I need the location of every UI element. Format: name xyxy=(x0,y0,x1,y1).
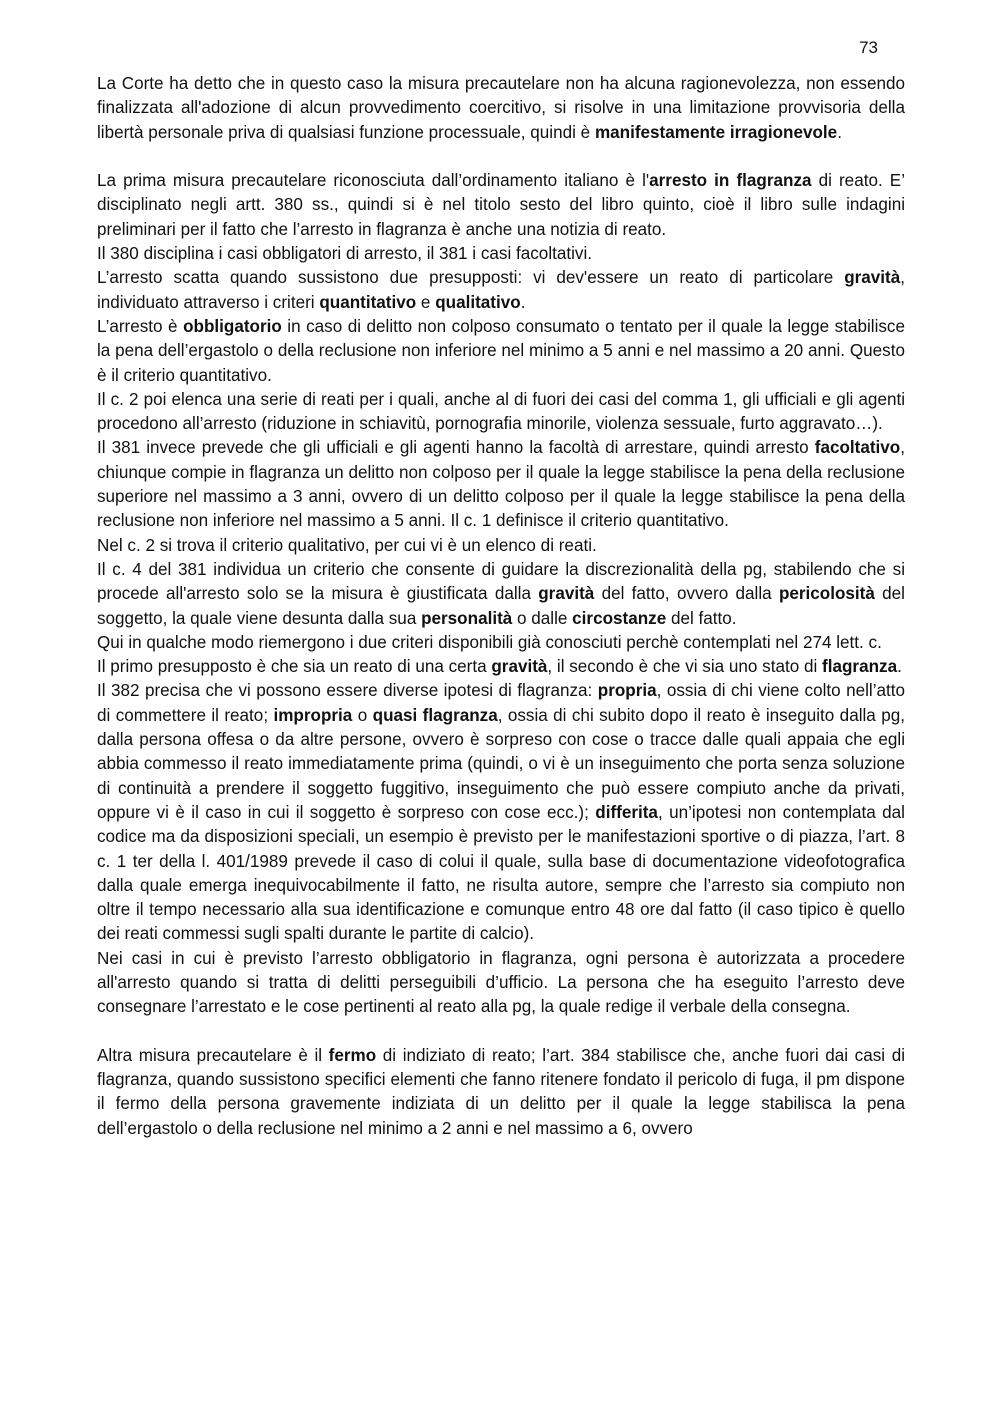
paragraph xyxy=(97,679,905,946)
text-run: Il 380 disciplina i casi obbligatori di arresto, il 381 i casi facoltativi. xyxy=(97,244,593,264)
bold-term: flagranza xyxy=(822,657,898,677)
text-run: del fatto, ovvero dalla xyxy=(594,584,779,604)
paragraph xyxy=(97,947,905,1020)
text-run: . xyxy=(837,122,842,142)
text-run: di indiziato di reato; l’art. 384 stabilisce che, anche fuori dai casi di flagranza, quando sussistono specifici elementi che fanno ritenere fondato il pericolo di fuga, il pm dispone il fermo della persona gravemente indiziata di un delitto per il quale la legge stabilisca la pena dell’ergastolo o della reclusione nel minimo a 2 anni e nel massimo a 6, ovvero xyxy=(97,1045,905,1138)
paragraph xyxy=(97,242,905,266)
bold-term: quasi flagranza xyxy=(372,705,498,725)
paragraph xyxy=(97,655,905,679)
bold-term: propria xyxy=(597,681,657,701)
text-run: Nel c. 2 si trova il criterio qualitativo, per cui vi è un elenco di reati. xyxy=(97,535,597,555)
text-run: , il secondo è che vi sia uno stato di xyxy=(547,657,823,677)
bold-term: manifestamente irragionevole xyxy=(594,122,838,142)
bold-term: arresto in flagranza xyxy=(649,171,812,191)
bold-term: personalità xyxy=(421,608,513,628)
paragraph xyxy=(97,534,905,558)
bold-term: qualitativo xyxy=(435,292,521,312)
bold-term: gravità xyxy=(844,268,901,288)
bold-term: quantitativo xyxy=(319,292,417,312)
text-run: Qui in qualche modo riemergono i due criteri disponibili già conosciuti perchè contemplati nel 274 lett. c. xyxy=(97,632,882,652)
text-run: Il 382 precisa che vi possono essere diverse ipotesi di flagranza: xyxy=(97,681,598,701)
bold-term: differita xyxy=(595,802,658,822)
text-run: Il primo presupposto è che sia un reato di una certa xyxy=(97,657,492,677)
text-run: o dalle xyxy=(512,608,573,628)
bold-term: impropria xyxy=(273,705,353,725)
text-run: La Corte ha detto che in questo caso la misura precautelare non ha alcuna ragionevolezza, non essendo finalizzata all'adozione di alcun provvedimento coercitivo, si risolve in una limitazione provvisoria della libertà personale priva di qualsiasi funzione processuale, quindi è xyxy=(97,74,905,142)
text-run: , un’ipotesi non contemplata dal codice ma da disposizioni speciali, un esempio è previsto per le manifestazioni sportive o di piazza, l’art. 8 c. 1 ter della l. 401/1989 prevede il caso di colui il quale, sulla base di documentazione videofotografica dalla quale emerga inequivocabilmente il fatto, ne risulta autore, sempre che l’arresto sia compiuto non oltre il tempo necessario alla sua identificazione e comunque entro 48 ore dal fatto (il caso tipico è quello dei reati commessi sugli spalti durante le partite di calcio). xyxy=(97,802,905,944)
text-run: Il c. 4 del 381 individua un criterio che consente di guidare la discrezionalità della pg, stabilendo che si procede all'arresto solo se la misura è giustificata dalla xyxy=(97,559,905,604)
bold-term: gravità xyxy=(491,657,548,677)
paragraph xyxy=(97,72,905,145)
text-run: , ossia di chi viene colto nell’atto di commettere il reato; xyxy=(97,681,906,725)
text-run: Il 381 invece prevede che gli ufficiali e gli agenti hanno la facoltà di arrestare, quindi arresto xyxy=(97,438,815,458)
text-run: del soggetto, la quale viene desunta dalla sua xyxy=(97,584,905,628)
text-run: e xyxy=(416,292,436,312)
paragraph-spacer xyxy=(97,1020,905,1044)
text-run: di reato. E’ disciplinato negli artt. 380 ss., quindi si è nel titolo sesto del libro quinto, cioè il libro sulle indagini preliminari per il fatto che l’arresto in flagranza è anche una notizia di reato. xyxy=(97,171,905,239)
text-run: . xyxy=(520,292,526,312)
text-run: , ossia di chi subito dopo il reato è inseguito dalla pg, dalla persona offesa o da altre persone, ovvero è sorpreso con cose o tracce dalle quali appaia che egli abbia commesso il reato immediatamente prima (quindi, o vi è un inseguimento che porta senza soluzione di continuità a prendere il soggetto fuggitivo, inseguimento che può essere compiuto anche da privati, oppure vi è il caso in cui il soggetto è sorpreso con cose ecc.); xyxy=(97,705,905,822)
text-run: La prima misura precautelare riconosciuta dall’ordinamento italiano è l' xyxy=(97,171,650,191)
bold-term: circostanze xyxy=(572,608,667,628)
bold-term: obbligatorio xyxy=(183,316,282,336)
bold-term: gravità xyxy=(538,584,595,604)
paragraph-spacer xyxy=(97,145,905,169)
paragraph xyxy=(97,169,905,242)
bold-term: fermo xyxy=(328,1045,377,1065)
bold-term: pericolosità xyxy=(778,584,875,604)
text-run: Il c. 2 poi elenca una serie di reati per i quali, anche al di fuori dei casi del comma 1, gli ufficiali e gli agenti procedono all’arresto (riduzione in schiavitù, pornografia minorile, violenza sessuale, furto aggravato…). xyxy=(97,389,905,434)
page-number: 73 xyxy=(859,38,878,57)
document-body xyxy=(97,72,905,1141)
text-run: del fatto. xyxy=(666,608,737,628)
text-run: Altra misura precautelare è il xyxy=(97,1045,329,1065)
text-run: . xyxy=(897,657,902,677)
bold-term: facoltativo xyxy=(814,438,901,458)
text-run: o xyxy=(352,705,373,725)
paragraph xyxy=(97,558,905,631)
text-run: , individuato attraverso i criteri xyxy=(97,268,905,312)
text-run: Nei casi in cui è previsto l’arresto obbligatorio in flagranza, ogni persona è autorizzata a procedere all'arresto quando si tratta di delitti perseguibili d’ufficio. La persona che ha eseguito l’arresto deve consegnare l’arrestato e le cose pertinenti al reato alla pg, la quale redige il verbale della consegna. xyxy=(97,948,905,1017)
paragraph xyxy=(97,388,905,437)
paragraph xyxy=(97,1044,905,1141)
text-run: L’arresto scatta quando sussistono due presupposti: vi dev'essere un reato di particolare xyxy=(97,268,845,288)
paragraph xyxy=(97,436,905,533)
text-run: , chiunque compie in flagranza un delitto non colposo per il quale la legge stabilisce la pena della reclusione superiore nel massimo a 3 anni, ovvero di un delitto colposo per il quale la legge stabilisce la pena della reclusione non inferiore nel massimo a 5 anni. Il c. 1 definisce il criterio quantitativo. xyxy=(97,438,905,531)
text-run: in caso di delitto non colposo consumato o tentato per il quale la legge stabilisce la pena dell’ergastolo o della reclusione non inferiore nel minimo a 5 anni e nel massimo a 20 anni. Questo è il criterio quantitativo. xyxy=(97,316,905,385)
text-run: L’arresto è xyxy=(97,316,184,336)
paragraph xyxy=(97,631,905,655)
paragraph xyxy=(97,266,905,315)
paragraph xyxy=(97,315,905,388)
